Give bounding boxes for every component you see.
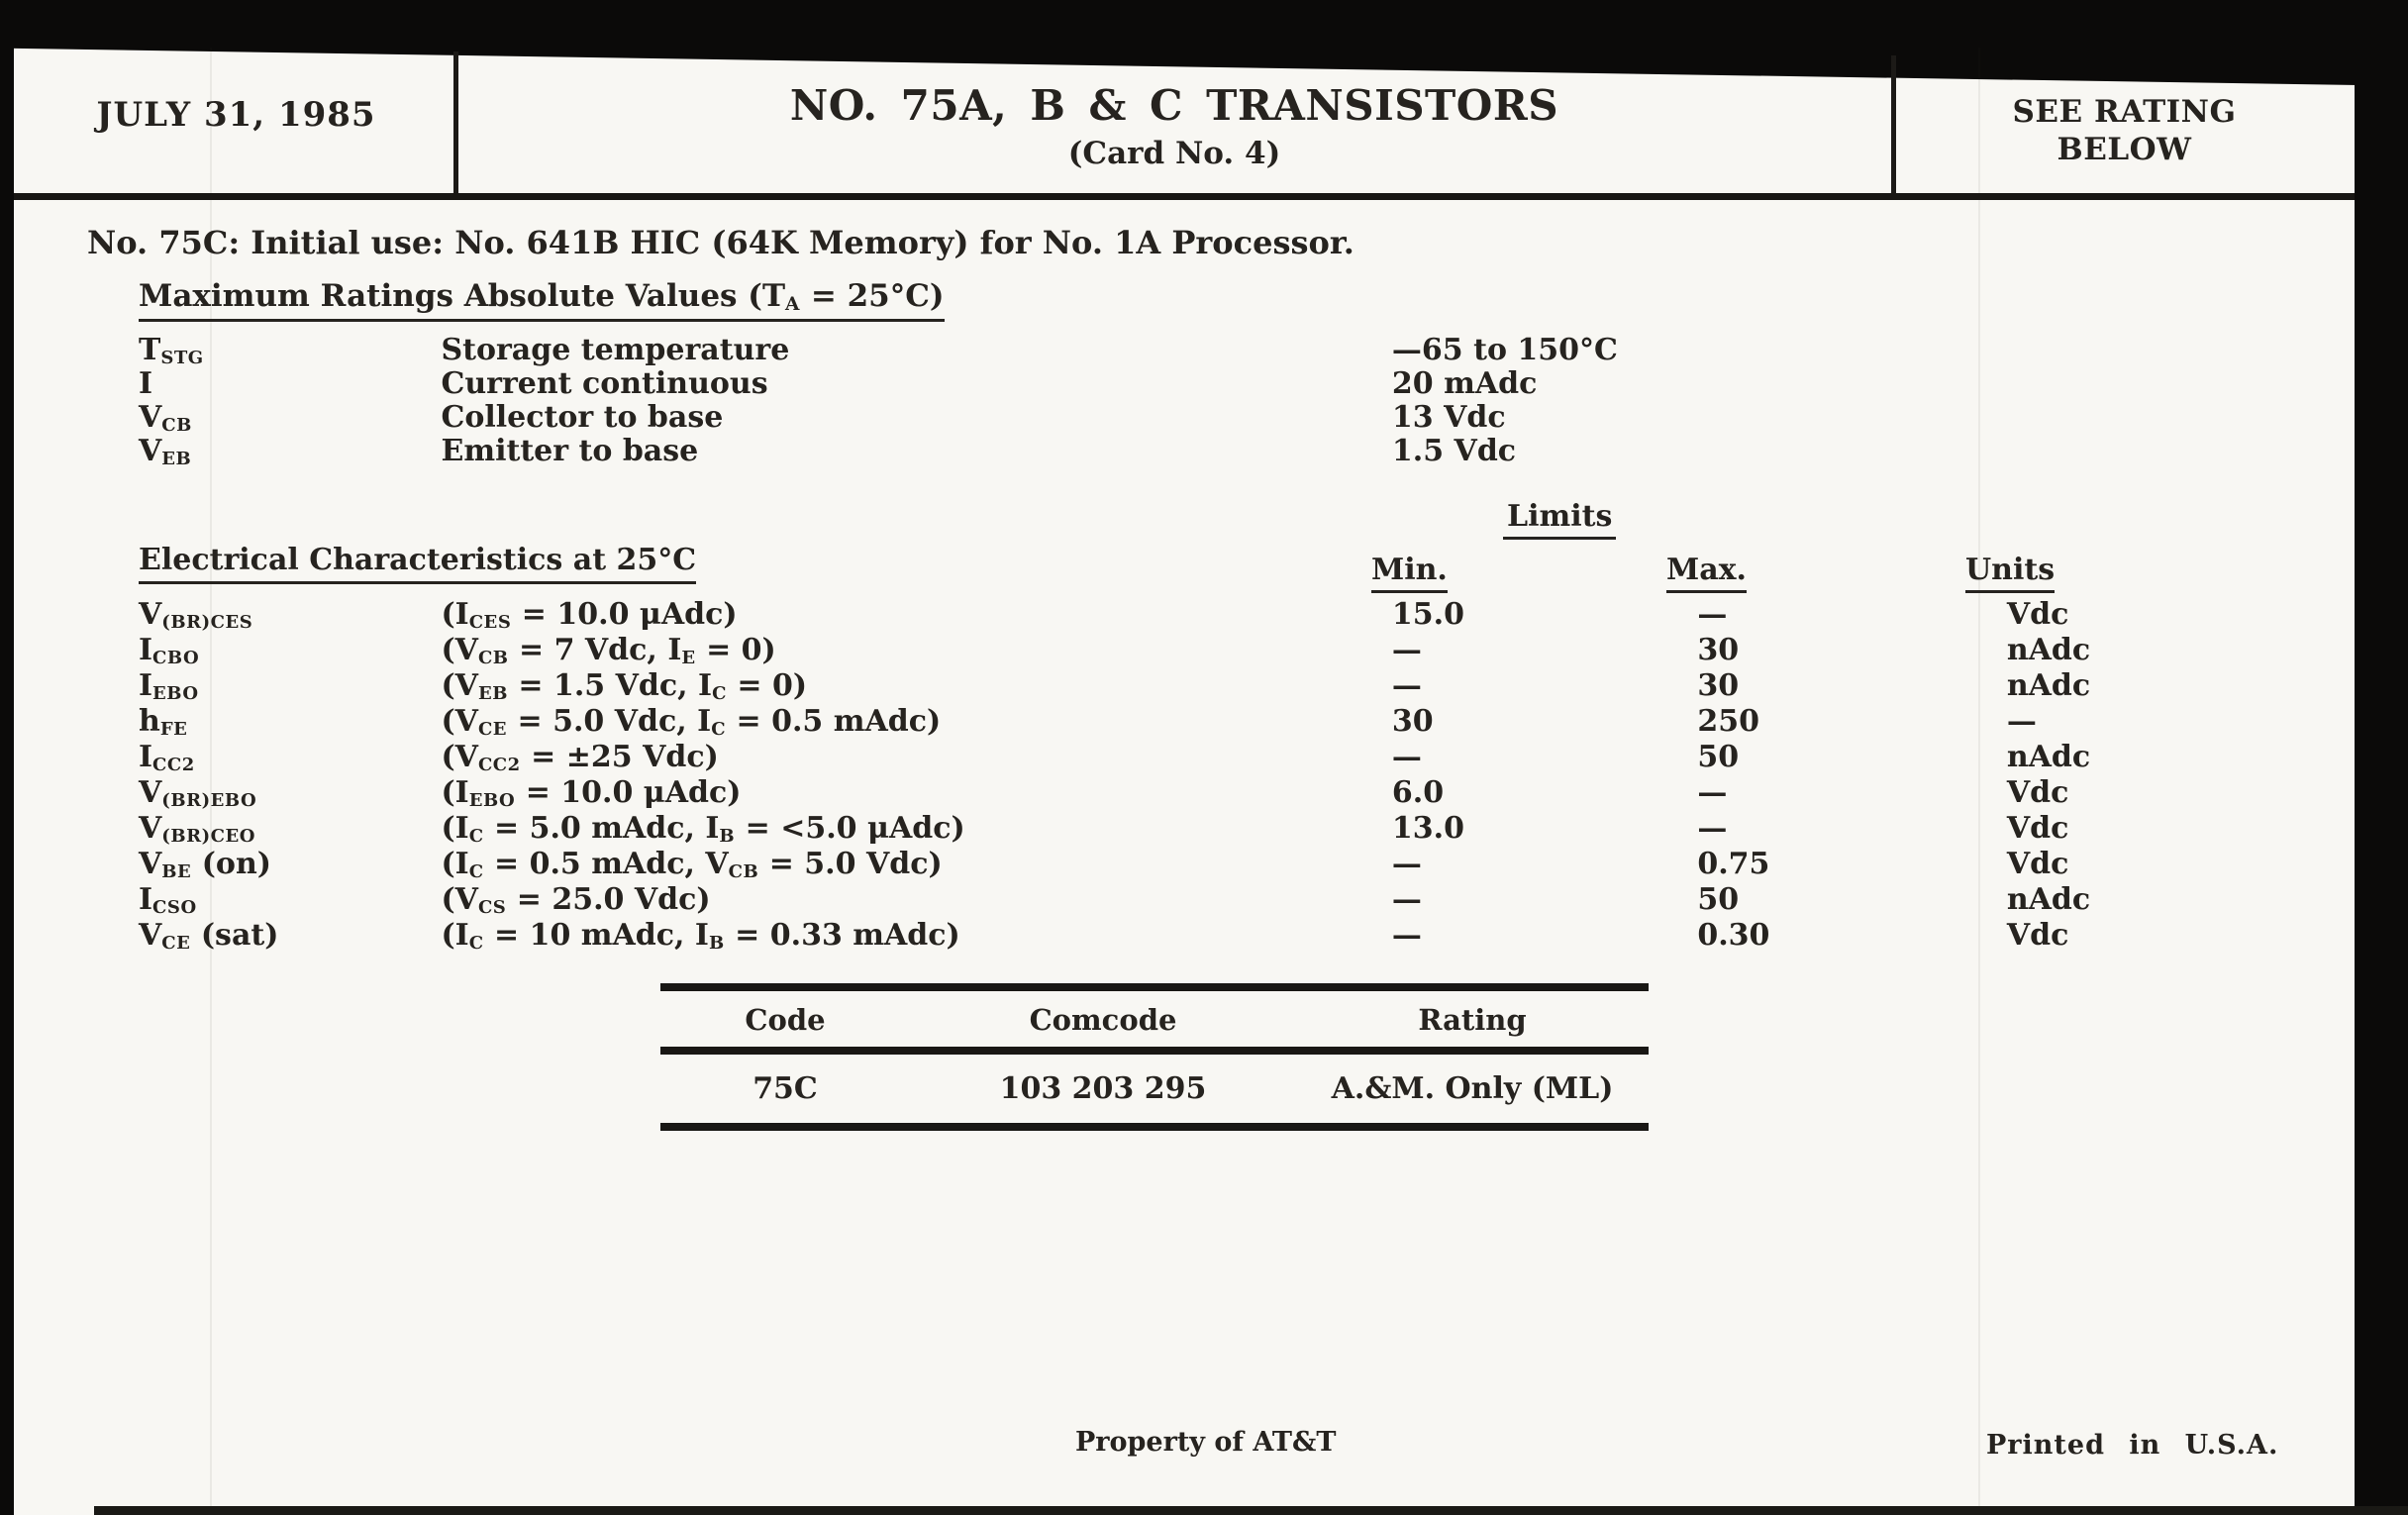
param-min: —: [1391, 847, 1422, 881]
param-max: —: [1697, 775, 1728, 810]
param-symbol: $V_{CB}$: [139, 400, 192, 436]
param-units: nAdc: [2006, 668, 2091, 703]
footer-property: Property of AT&T: [1075, 1427, 1337, 1458]
elec-heading: Electrical Characteristics at 25°C: [139, 543, 696, 584]
elec-row: [139, 882, 2090, 918]
param-conditions: ($V_{CB} = 7$ Vdc, $I_E = 0$): [441, 633, 776, 668]
param-min: 13.0: [1391, 811, 1464, 846]
param-description: Emitter to base: [441, 434, 699, 468]
code-header-rating: Rating: [1418, 1003, 1527, 1037]
rating-row: [139, 401, 1618, 435]
param-max: 50: [1697, 740, 1740, 774]
code-cell-comcode: 103 203 295: [999, 1071, 1207, 1106]
max-ratings-table: [139, 334, 1618, 468]
param-symbol: $I_{CBO}$: [139, 633, 200, 668]
param-conditions: ($V_{CS} = 25.0$ Vdc): [441, 882, 711, 918]
code-header-code: Code: [745, 1003, 826, 1037]
max-ratings-heading: Maximum Ratings Absolute Values $(T_A = 25^\circ C)$: [139, 278, 945, 322]
param-units: Vdc: [2006, 775, 2069, 810]
elec-table: [139, 597, 2090, 954]
param-max: 0.75: [1697, 847, 1770, 881]
param-units: —: [2006, 704, 2037, 739]
elec-row: [139, 704, 2090, 740]
rating-row: [139, 334, 1618, 367]
param-description: Current continuous: [441, 366, 768, 401]
col-header-units: Units: [1965, 553, 2055, 593]
param-conditions: ($I_{EBO} = 10.0$ μAdc): [441, 775, 742, 811]
card-title: NO. 75A, B & C TRANSISTORS: [789, 81, 1559, 130]
param-min: —: [1391, 633, 1422, 667]
elec-row: [139, 597, 2090, 633]
param-value: —65 to 150°C: [1391, 333, 1618, 367]
param-value: 13 Vdc: [1391, 400, 1506, 435]
code-table: [660, 983, 1649, 1131]
footer-printed: Printed in U.S.A.: [1986, 1430, 2279, 1461]
rating-row: [139, 435, 1618, 468]
code-header-comcode: Comcode: [1029, 1003, 1177, 1037]
rating-note-line2: BELOW: [2057, 132, 2192, 167]
param-symbol: $V_{BE}$ (on): [139, 847, 271, 882]
param-conditions: ($I_C = 10$ mAdc, $I_B = 0.33$ mAdc): [441, 918, 960, 954]
param-symbol: $I_{CC2}$: [139, 740, 195, 775]
param-symbol: $V_{CE}$ (sat): [139, 918, 279, 954]
param-value: 1.5 Vdc: [1391, 434, 1517, 468]
code-cell-rating: A.&M. Only (ML): [1331, 1071, 1614, 1106]
param-min: —: [1391, 668, 1422, 703]
param-symbol: $T_{STG}$: [139, 333, 204, 368]
param-max: 50: [1697, 882, 1740, 917]
param-min: —: [1391, 740, 1422, 774]
rating-note: [1894, 93, 2355, 168]
rating-note-line1: SEE RATING: [2012, 94, 2237, 130]
code-table-row: [660, 1055, 1649, 1123]
param-symbol: $h_{FE}$: [139, 704, 188, 740]
param-conditions: ($I_{CES} = 10.0$ μAdc): [441, 597, 738, 633]
code-cell-code: 75C: [752, 1071, 818, 1106]
param-value: 20 mAdc: [1391, 366, 1538, 401]
param-units: nAdc: [2006, 740, 2091, 774]
card-date: JULY 31, 1985: [96, 95, 376, 135]
param-min: 15.0: [1391, 597, 1464, 632]
param-conditions: ($I_C = 0.5$ mAdc, $V_{CB} = 5.0$ Vdc): [441, 847, 943, 882]
param-units: Vdc: [2006, 597, 2069, 632]
param-max: —: [1697, 811, 1728, 846]
elec-row: [139, 775, 2090, 811]
elec-row: [139, 811, 2090, 847]
card-subtitle: (Card No. 4): [1067, 136, 1281, 171]
param-min: —: [1391, 918, 1422, 953]
param-symbol: $V_{(BR)EBO}$: [139, 775, 257, 811]
param-symbol: $I_{CSO}$: [139, 882, 197, 918]
limits-label: Limits: [1503, 499, 1616, 540]
param-min: 30: [1391, 704, 1434, 739]
param-description: Storage temperature: [441, 333, 790, 367]
elec-row: [139, 668, 2090, 704]
param-min: —: [1391, 882, 1422, 917]
param-description: Collector to base: [441, 400, 724, 435]
header-title-block: [456, 81, 1892, 171]
header-rule: [14, 193, 2355, 200]
param-max: 30: [1697, 668, 1740, 703]
rating-row: [139, 367, 1618, 401]
param-symbol: $V_{EB}$: [139, 434, 192, 469]
param-units: nAdc: [2006, 633, 2091, 667]
param-conditions: ($V_{EB} = 1.5$ Vdc, $I_C = 0$): [441, 668, 808, 704]
elec-row: [139, 740, 2090, 775]
param-symbol: I: [139, 366, 153, 401]
param-max: —: [1697, 597, 1728, 632]
param-units: Vdc: [2006, 811, 2069, 846]
param-conditions: ($V_{CC2} = \pm 25$ Vdc): [441, 740, 719, 775]
code-table-header: [660, 991, 1649, 1055]
param-symbol: $V_{(BR)CES}$: [139, 597, 253, 633]
param-max: 250: [1697, 704, 1759, 739]
col-header-max: Max.: [1666, 553, 1747, 593]
elec-row: [139, 847, 2090, 882]
param-symbol: $I_{EBO}$: [139, 668, 199, 704]
param-conditions: ($V_{CE} = 5.0$ Vdc, $I_C = 0.5$ mAdc): [441, 704, 942, 740]
param-units: Vdc: [2006, 918, 2069, 953]
param-symbol: $V_{(BR)CEO}$: [139, 811, 255, 847]
col-header-min: Min.: [1371, 553, 1448, 593]
param-conditions: ($I_C = 5.0$ mAdc, $I_B = <5.0$ μAdc): [441, 811, 965, 847]
param-min: 6.0: [1391, 775, 1445, 810]
param-max: 0.30: [1697, 918, 1770, 953]
param-max: 30: [1697, 633, 1740, 667]
param-units: Vdc: [2006, 847, 2069, 881]
initial-use-note: No. 75C: Initial use: No. 641B HIC (64K Memory) for No. 1A Processor.: [87, 224, 1354, 261]
param-units: nAdc: [2006, 882, 2091, 917]
elec-row: [139, 633, 2090, 668]
elec-row: [139, 918, 2090, 954]
